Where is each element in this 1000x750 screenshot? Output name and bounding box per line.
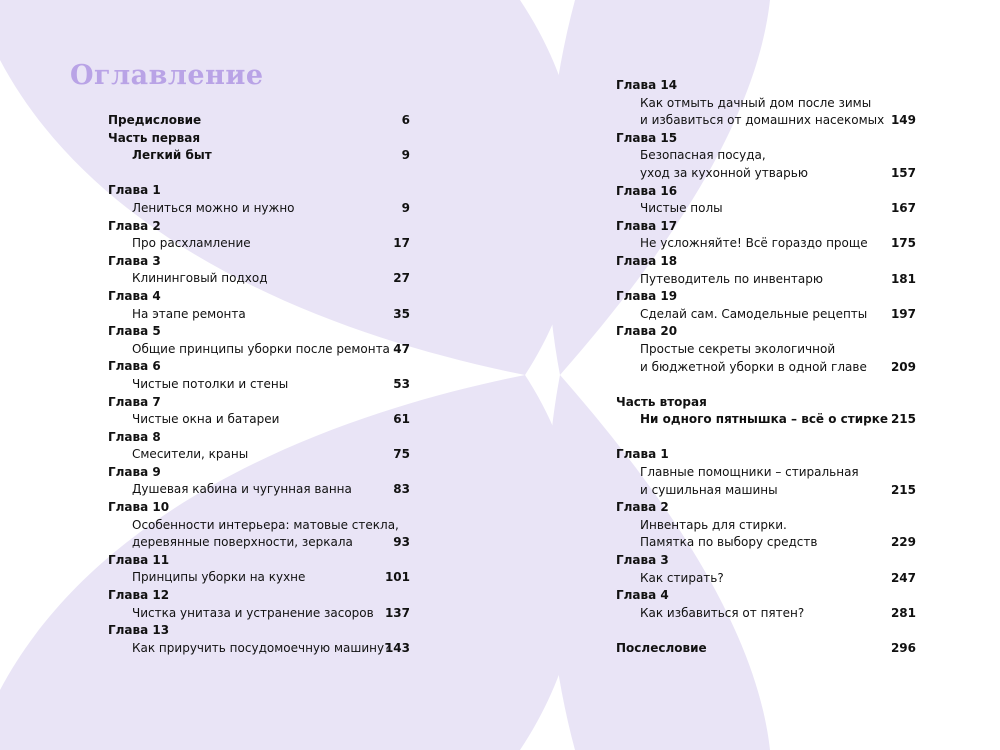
toc-entry-text: Глава 5 (108, 324, 161, 339)
toc-heading (108, 499, 410, 517)
toc-entry (616, 359, 916, 377)
toc-entry-text: Принципы уборки на кухне (132, 570, 306, 585)
toc-entry-text: Глава 3 (616, 553, 669, 568)
toc-page-number: 181 (890, 271, 916, 286)
toc-entry (108, 534, 410, 552)
toc-heading (616, 183, 916, 201)
toc-entry-text: Не усложняйте! Всё гораздо проще (640, 236, 868, 251)
toc-page-number: 137 (384, 605, 410, 620)
toc-entry-text: На этапе ремонта (132, 306, 246, 321)
page-title: Оглавление (70, 60, 264, 91)
toc-right-column (616, 77, 916, 658)
toc-entry-text: Глава 2 (108, 218, 161, 233)
toc-page-number: 27 (393, 271, 410, 286)
toc-entry (616, 165, 916, 183)
toc-heading (616, 446, 916, 464)
toc-entry-text: Глава 4 (108, 288, 161, 303)
toc-entry (616, 464, 916, 482)
toc-left-column (108, 112, 410, 657)
toc-heading (108, 358, 410, 376)
toc-page-number: 215 (890, 412, 916, 427)
toc-entry (616, 517, 916, 535)
toc-entry-text: Глава 1 (616, 447, 669, 462)
toc-entry (616, 482, 916, 500)
toc-entry-text: Глава 13 (108, 623, 170, 638)
toc-entry (616, 147, 916, 165)
toc-page-number: 149 (890, 113, 916, 128)
toc-entry-text: Глава 17 (616, 218, 678, 233)
toc-page-number: 17 (393, 236, 410, 251)
toc-heading (616, 218, 916, 236)
toc-heading (616, 253, 916, 271)
toc-entry-text: Ни одного пятнышка – всё о стирке (640, 412, 889, 427)
toc-entry-text: Часть первая (108, 130, 201, 145)
toc-page-number: 209 (890, 359, 916, 374)
toc-entry (108, 481, 410, 499)
toc-entry-text: Глава 6 (108, 359, 161, 374)
toc-entry-text: уход за кухонной утварью (640, 165, 808, 180)
toc-heading (108, 147, 410, 165)
toc-page-number: 61 (393, 412, 410, 427)
toc-heading (616, 77, 916, 95)
toc-entry-text: Безопасная посуда, (640, 148, 766, 163)
toc-entry-text: Как отмыть дачный дом после зимы (640, 95, 872, 110)
toc-entry-text: Глава 14 (616, 78, 678, 92)
toc-entry-text: Глава 19 (616, 289, 678, 304)
toc-page-number: 93 (393, 535, 410, 550)
toc-entry (108, 640, 410, 658)
toc-entry-text: Глава 1 (108, 183, 161, 198)
toc-entry-text: Чистые потолки и стены (132, 376, 289, 391)
toc-entry (616, 235, 916, 253)
toc-entry-text: Легкий быт (132, 148, 212, 163)
toc-heading (616, 288, 916, 306)
toc-entry-text: Особенности интерьера: матовые стекла, (132, 517, 399, 532)
toc-entry-text: Глава 11 (108, 552, 170, 567)
toc-entry-text: Сделай сам. Самодельные рецепты (640, 306, 868, 321)
toc-entry-text: Общие принципы уборки после ремонта (132, 341, 390, 356)
toc-heading (616, 130, 916, 148)
toc-entry-text: Душевая кабина и чугунная ванна (132, 482, 352, 497)
toc-page-number: 6 (401, 113, 410, 127)
toc-entry (108, 446, 410, 464)
toc-entry-text: Памятка по выбору средств (640, 535, 818, 550)
toc-entry (616, 341, 916, 359)
toc-page-number: 35 (393, 306, 410, 321)
toc-page-number: 9 (401, 200, 410, 215)
toc-page-number: 197 (890, 306, 916, 321)
toc-spacer (616, 429, 916, 447)
toc-entry-text: Клининговый подход (132, 271, 268, 286)
toc-heading (616, 640, 916, 658)
toc-entry-text: Чистка унитаза и устранение засоров (132, 605, 374, 620)
toc-entry-text: Глава 15 (616, 130, 678, 145)
toc-entry-text: Глава 4 (616, 588, 669, 603)
toc-entry (108, 200, 410, 218)
toc-entry-text: и бюджетной уборки в одной главе (640, 359, 867, 374)
toc-page-number: 175 (890, 236, 916, 251)
toc-entry-text: Путеводитель по инвентарю (640, 271, 823, 286)
toc-heading (616, 552, 916, 570)
toc-entry-text: Смесители, краны (132, 447, 249, 462)
toc-heading (108, 288, 410, 306)
toc-entry (616, 534, 916, 552)
toc-entry-text: Как избавиться от пятен? (640, 605, 805, 620)
toc-entry-text: Чистые окна и батареи (132, 412, 280, 427)
toc-entry (616, 605, 916, 623)
toc-page-number: 83 (393, 482, 410, 497)
toc-spacer (108, 165, 410, 183)
toc-page-number: 247 (890, 570, 916, 585)
toc-page-number: 281 (890, 605, 916, 620)
toc-entry-text: Глава 20 (616, 324, 678, 339)
toc-page-number: 167 (890, 201, 916, 216)
toc-page-number: 9 (401, 148, 410, 163)
toc-entry-text: Глава 16 (616, 183, 678, 198)
toc-heading (108, 182, 410, 200)
toc-entry-text: Простые секреты экологичной (640, 341, 836, 356)
toc-entry-text: Глава 7 (108, 394, 161, 409)
toc-entry-text: Про расхламление (132, 236, 251, 251)
toc-entry (616, 112, 916, 130)
toc-entry-text: Чистые полы (640, 201, 723, 216)
toc-entry-text: Часть вторая (616, 394, 707, 409)
toc-entry-text: и сушильная машины (640, 482, 778, 497)
toc-heading (108, 622, 410, 640)
toc-heading (108, 552, 410, 570)
toc-entry (108, 411, 410, 429)
toc-heading (108, 587, 410, 605)
toc-entry-text: Глава 12 (108, 588, 170, 603)
toc-entry (616, 570, 916, 588)
toc-heading (108, 429, 410, 447)
toc-heading (616, 411, 916, 429)
toc-entry-text: Как приручить посудомоечную машину? (132, 640, 391, 655)
toc-entry-text: деревянные поверхности, зеркала (132, 535, 353, 550)
toc-heading (108, 394, 410, 412)
toc-entry (108, 235, 410, 253)
toc-entry (108, 306, 410, 324)
toc-page-number: 101 (384, 570, 410, 585)
toc-entry-text: Глава 9 (108, 464, 161, 479)
toc-spacer (616, 622, 916, 640)
toc-entry-text: Глава 3 (108, 253, 161, 268)
toc-entry (108, 569, 410, 587)
toc-entry (108, 376, 410, 394)
toc-page-number: 53 (393, 376, 410, 391)
toc-entry-text: Главные помощники – стиральная (640, 465, 859, 480)
toc-entry (108, 341, 410, 359)
toc-entry-text: Лениться можно и нужно (132, 200, 295, 215)
toc-entry (616, 95, 916, 113)
toc-entry-text: и избавиться от домашних насекомых (640, 113, 885, 128)
toc-entry-text: Инвентарь для стирки. (640, 517, 787, 532)
toc-heading (616, 587, 916, 605)
toc-page-number: 296 (890, 641, 916, 655)
toc-entry (616, 271, 916, 289)
toc-heading (108, 218, 410, 236)
toc-heading (108, 112, 410, 130)
toc-entry (616, 306, 916, 324)
toc-entry-text: Предисловие (108, 113, 202, 127)
toc-heading (108, 253, 410, 271)
toc-entry-text: Глава 10 (108, 500, 170, 515)
toc-entry-text: Глава 2 (616, 500, 669, 515)
toc-heading (108, 130, 410, 148)
toc-heading (108, 323, 410, 341)
toc-entry-text: Как стирать? (640, 570, 724, 585)
toc-page-number: 215 (890, 482, 916, 497)
toc-page-number: 47 (393, 341, 410, 356)
toc-page-number: 229 (890, 535, 916, 550)
toc-entry (108, 517, 410, 535)
toc-page-number: 75 (393, 447, 410, 462)
toc-entry (108, 270, 410, 288)
toc-heading (108, 464, 410, 482)
toc-heading (616, 499, 916, 517)
toc-entry (108, 605, 410, 623)
toc-heading (616, 323, 916, 341)
toc-page-number: 143 (384, 640, 410, 655)
toc-entry-text: Глава 18 (616, 253, 678, 268)
toc-entry-text: Глава 8 (108, 429, 161, 444)
toc-entry-text: Послесловие (616, 641, 707, 655)
toc-spacer (616, 376, 916, 394)
toc-entry (616, 200, 916, 218)
toc-heading (616, 394, 916, 412)
toc-page-number: 157 (890, 165, 916, 180)
